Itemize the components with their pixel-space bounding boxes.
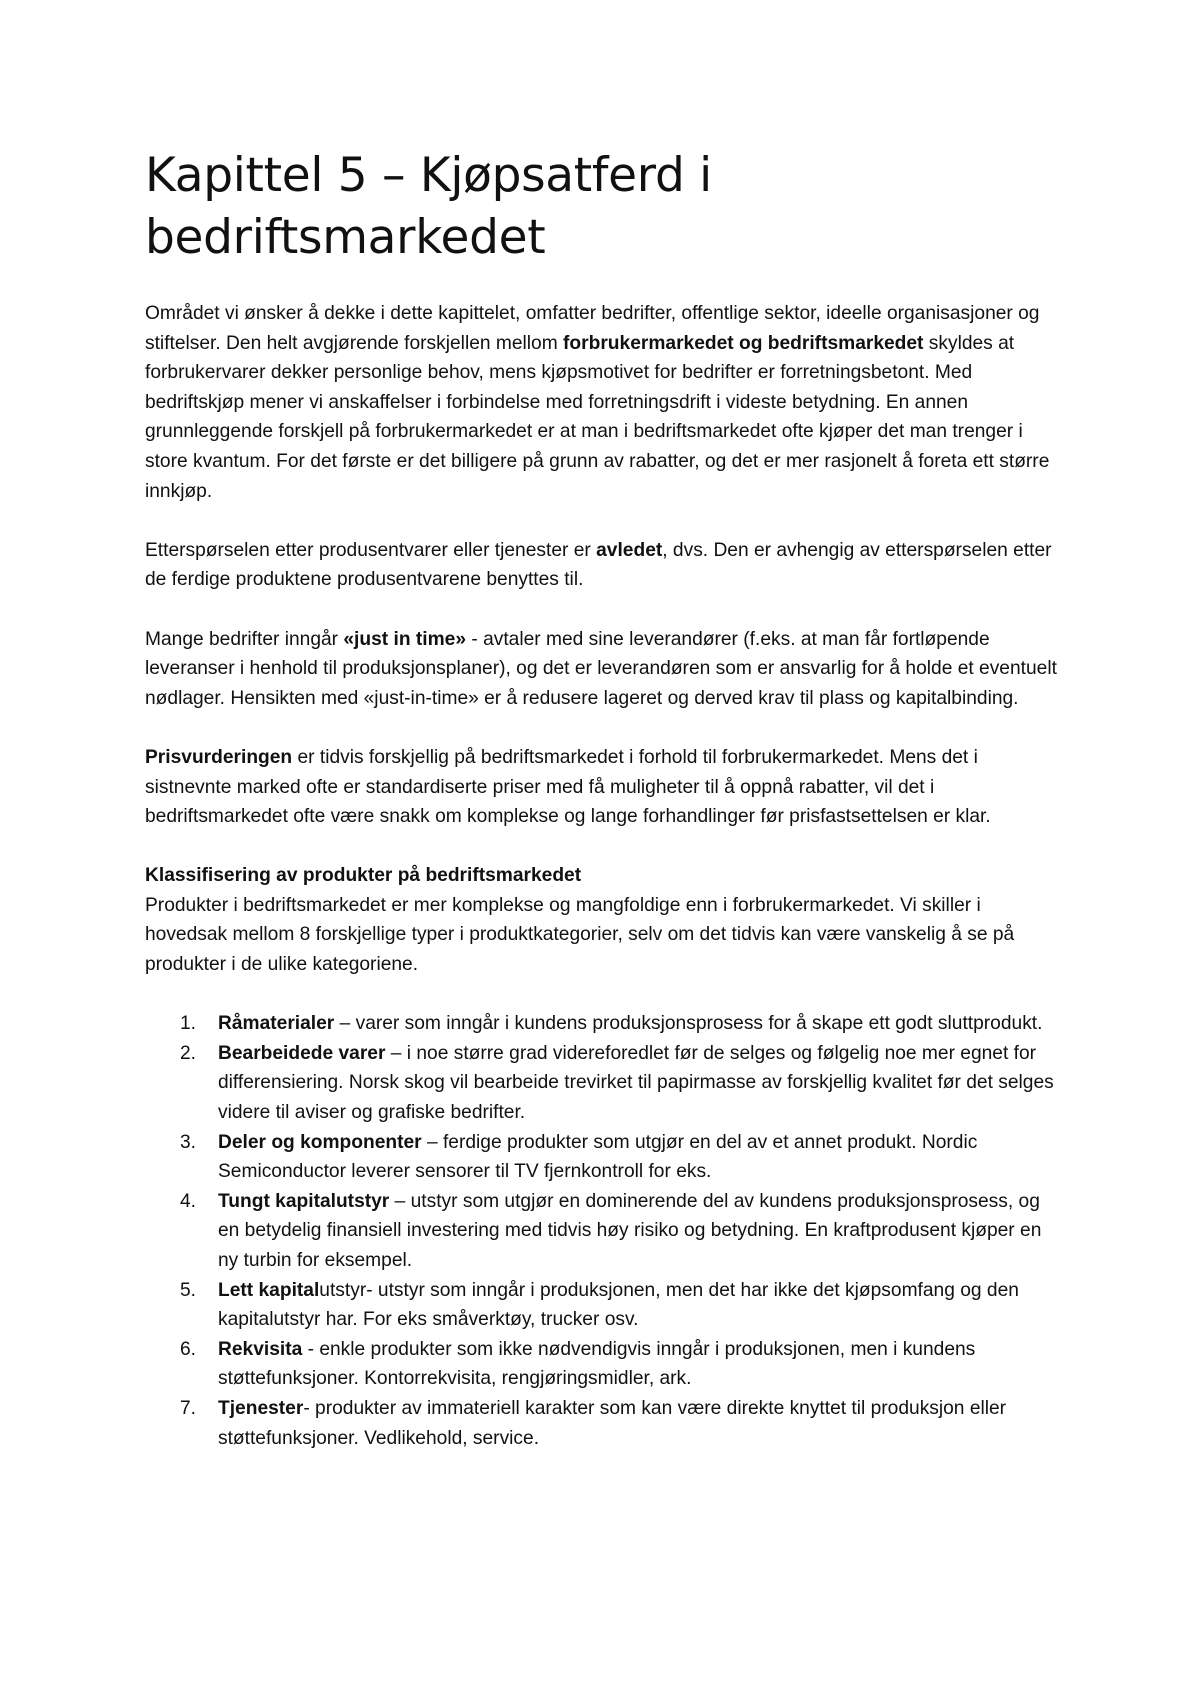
list-description: – ferdige produkter som utgjør en del av et annet produkt. Nordic Semiconductor leverer sensorer til TV fjernkontroll for eks.	[218, 1131, 978, 1183]
list-description: - enkle produkter som ikke nødvendigvis inngår i produksjonen, men i kundens støttefunksjoner. Kontorrekvisita, rengjøringsmidler, ark.	[218, 1338, 976, 1390]
list-term: Bearbeidede varer	[218, 1042, 386, 1064]
pricing-paragraph	[145, 743, 1065, 832]
list-term: Deler og komponenter	[218, 1131, 422, 1153]
list-number: 5.	[180, 1279, 197, 1301]
list-item	[145, 1128, 1065, 1187]
section-heading: Klassifisering av produkter på bedriftsmarkedet	[145, 865, 582, 887]
list-term: Tjenester	[218, 1397, 304, 1419]
list-number: 7.	[180, 1397, 197, 1419]
document-page	[145, 145, 1065, 1453]
list-number: 4.	[180, 1190, 197, 1212]
text-span: Området vi ønsker å dekke i dette kapittelet, omfatter bedrifter, offentlige sektor, ideelle organisasjoner og stiftelser. Den helt avgjørende forskjellen mellom	[145, 303, 1040, 354]
list-item	[145, 1039, 1065, 1128]
list-number: 6.	[180, 1338, 197, 1360]
list-description: – varer som inngår i kundens produksjonsprosess for å skape ett godt sluttprodukt.	[334, 1013, 1043, 1035]
list-number: 1.	[180, 1013, 197, 1035]
text-span: skyldes at forbrukervarer dekker personlige behov, mens kjøpsmotivet for bedrifter er forretningsbetont. Med bedriftskjøp mener vi anskaffelser i forbindelse med forretningsdrift i videste betydning. En annen grunnleggende forskjell på forbrukermarkedet er at man i bedriftsmarkedet ofte kjøper det man trenger i store kvantum. For det første er det billigere på grunn av rabatter, og det er mer rasjonelt å foreta ett større innkjøp.	[145, 332, 1050, 502]
bold-term: avledet	[596, 539, 663, 561]
list-description: – i noe større grad videreforedlet før de selges og følgelig noe mer egnet for differensiering. Norsk skog vil bearbeide trevirket til papirmasse av forskjellig kvalitet før det selges videre til aviser og grafiske bedrifter.	[218, 1042, 1054, 1124]
list-item	[145, 1394, 1065, 1453]
bold-term: «just in time»	[343, 628, 467, 650]
list-item	[145, 1187, 1065, 1276]
jit-paragraph	[145, 625, 1065, 714]
text-span: , dvs. Den er avhengig av etterspørselen etter de ferdige produktene produsentvarene benyttes til.	[145, 539, 1052, 591]
list-item	[145, 1009, 1065, 1039]
product-category-list	[145, 1009, 1065, 1453]
list-item	[145, 1335, 1065, 1394]
text-span: - avtaler med sine leverandører (f.eks. at man får fortløpende leveranser i henhold til produksjonsplaner), og det er leverandøren som er ansvarlig for å holde et eventuelt nødlager. Hensikten med «just-in-time» er å redusere lageret og derved krav til plass og kapitalbinding.	[145, 628, 1057, 709]
intro-paragraph	[145, 299, 1065, 506]
bold-term: forbrukermarkedet og bedriftsmarkedet	[563, 332, 924, 354]
page-title: Kapittel 5 – Kjøpsatferd i bedriftsmarkedet	[145, 148, 712, 265]
list-term: Rekvisita	[218, 1338, 303, 1360]
text-span: Etterspørselen etter produsentvarer eller tjenester er	[145, 539, 597, 561]
text-span: Mange bedrifter inngår	[145, 628, 344, 650]
demand-paragraph	[145, 536, 1065, 595]
list-number: 3.	[180, 1131, 197, 1153]
list-term: Råmaterialer	[218, 1013, 335, 1035]
text-span: er tidvis forskjellig på bedriftsmarkedet i forhold til forbrukermarkedet. Mens det i sistnevnte marked ofte er standardiserte priser med få muligheter til å oppnå rabatter, vil det i bedriftsmarkedet ofte være snakk om komplekse og lange forhandlinger før prisfastsettelsen er klar.	[145, 746, 991, 828]
list-description: utstyr- utstyr som inngår i produksjonen, men det har ikke det kjøpsomfang og den kapitalutstyr har. For eks småverktøy, trucker osv.	[218, 1279, 1019, 1331]
bold-term: Prisvurderingen	[145, 746, 293, 768]
list-term: Tungt kapitalutstyr	[218, 1190, 390, 1212]
list-item	[145, 1276, 1065, 1335]
classification-paragraph: Produkter i bedriftsmarkedet er mer komplekse og mangfoldige enn i forbrukermarkedet. Vi skiller i hovedsak mellom 8 forskjellige typer i produktkategorier, selv om det tidvis kan være vanskelig å se på produkter i de ulike kategoriene.	[145, 894, 1015, 976]
list-description: - produkter av immateriell karakter som kan være direkte knyttet til produksjon eller støttefunksjoner. Vedlikehold, service.	[218, 1397, 1007, 1449]
list-number: 2.	[180, 1042, 197, 1064]
list-term: Lett kapital	[218, 1279, 320, 1301]
list-description: – utstyr som utgjør en dominerende del av kundens produksjonsprosess, og en betydelig finansiell investering med tidvis høy risiko og betydning. En kraftprodusent kjøper en ny turbin for eksempel.	[218, 1190, 1042, 1271]
